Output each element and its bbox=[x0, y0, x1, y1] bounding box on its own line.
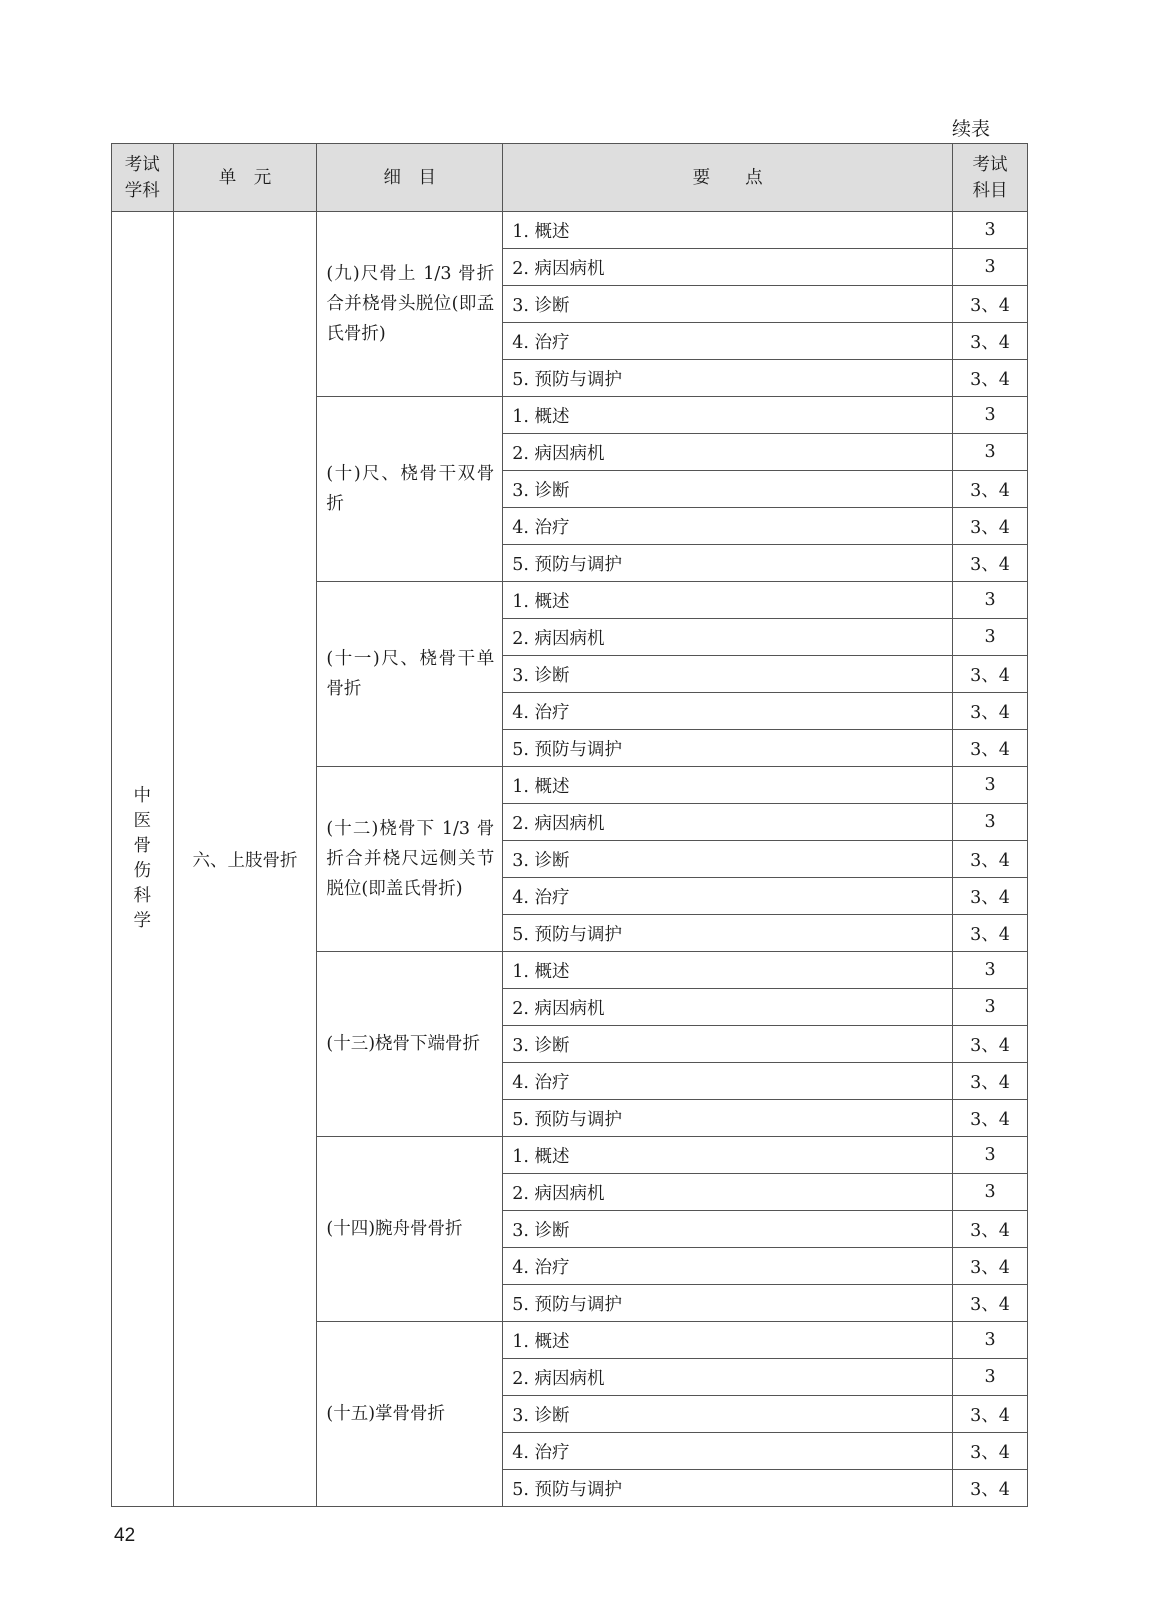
key-point-cell bbox=[503, 656, 953, 693]
exam-section-cell bbox=[953, 1137, 1028, 1174]
exam-section-cell bbox=[953, 1063, 1028, 1100]
key-point-cell bbox=[503, 434, 953, 471]
key-point-text: 1. 概述 bbox=[512, 1146, 570, 1167]
exam-section-cell bbox=[953, 1322, 1028, 1359]
exam-section-cell bbox=[953, 878, 1028, 915]
key-point-text: 3. 诊断 bbox=[512, 1035, 570, 1056]
key-point-text: 3. 诊断 bbox=[512, 1220, 570, 1241]
exam-section-cell bbox=[953, 767, 1028, 804]
exam-section-text: 3 bbox=[984, 775, 996, 795]
exam-section-text: 3、4 bbox=[970, 739, 1010, 760]
header-exam-section-text: 考试 科目 bbox=[972, 154, 1008, 201]
exam-section-text: 3、4 bbox=[970, 1257, 1010, 1278]
exam-section-cell bbox=[953, 508, 1028, 545]
exam-section-cell bbox=[953, 582, 1028, 619]
key-point-text: 4. 治疗 bbox=[512, 1072, 570, 1093]
exam-section-text: 3、4 bbox=[970, 1405, 1010, 1426]
exam-section-text: 3、4 bbox=[970, 1294, 1010, 1315]
key-point-text: 1. 概述 bbox=[512, 1331, 570, 1352]
exam-section-text: 3 bbox=[984, 1182, 996, 1202]
table-body bbox=[112, 212, 1028, 1507]
key-point-text: 1. 概述 bbox=[512, 776, 570, 797]
key-point-text: 2. 病因病机 bbox=[512, 1183, 605, 1204]
key-point-text: 4. 治疗 bbox=[512, 1442, 570, 1463]
key-point-cell bbox=[503, 1137, 953, 1174]
key-point-cell bbox=[503, 323, 953, 360]
exam-section-cell bbox=[953, 989, 1028, 1026]
detail-text: (十三)桡骨下端骨折 bbox=[326, 1034, 481, 1054]
key-point-cell bbox=[503, 693, 953, 730]
detail-text: (十五)掌骨骨折 bbox=[326, 1404, 446, 1424]
exam-section-text: 3、4 bbox=[970, 554, 1010, 575]
key-point-cell bbox=[503, 804, 953, 841]
key-point-cell bbox=[503, 545, 953, 582]
exam-section-text: 3、4 bbox=[970, 1109, 1010, 1130]
exam-section-text: 3、4 bbox=[970, 887, 1010, 908]
key-point-text: 2. 病因病机 bbox=[512, 628, 605, 649]
key-point-cell bbox=[503, 508, 953, 545]
exam-section-cell bbox=[953, 1359, 1028, 1396]
exam-section-text: 3 bbox=[984, 627, 996, 647]
exam-section-cell bbox=[953, 693, 1028, 730]
key-point-text: 2. 病因病机 bbox=[512, 813, 605, 834]
key-point-text: 1. 概述 bbox=[512, 961, 570, 982]
exam-section-cell bbox=[953, 249, 1028, 286]
exam-section-text: 3、4 bbox=[970, 1035, 1010, 1056]
table-row bbox=[112, 212, 1028, 249]
key-point-text: 2. 病因病机 bbox=[512, 1368, 605, 1389]
key-point-cell bbox=[503, 767, 953, 804]
key-point-cell bbox=[503, 1100, 953, 1137]
detail-text: (十二)桡骨下 1/3 骨折合并桡尺远侧关节脱位(即盖氏骨折) bbox=[326, 819, 495, 899]
key-point-text: 2. 病因病机 bbox=[512, 258, 605, 279]
key-point-cell bbox=[503, 952, 953, 989]
detail-cell bbox=[317, 1137, 503, 1322]
key-point-cell bbox=[503, 286, 953, 323]
detail-cell bbox=[317, 212, 503, 397]
detail-text: (九)尺骨上 1/3 骨折合并桡骨头脱位(即孟氏骨折) bbox=[326, 264, 495, 344]
key-point-text: 2. 病因病机 bbox=[512, 998, 605, 1019]
key-point-cell bbox=[503, 619, 953, 656]
header-exam-section bbox=[953, 144, 1028, 212]
exam-section-cell bbox=[953, 1211, 1028, 1248]
exam-section-text: 3、4 bbox=[970, 369, 1010, 390]
key-point-text: 3. 诊断 bbox=[512, 1405, 570, 1426]
key-point-text: 5. 预防与调护 bbox=[512, 554, 622, 575]
syllabus-table bbox=[111, 143, 1028, 1507]
page-number: 42 bbox=[114, 1525, 136, 1546]
exam-section-cell bbox=[953, 1470, 1028, 1507]
key-point-text: 4. 治疗 bbox=[512, 332, 570, 353]
key-point-text: 2. 病因病机 bbox=[512, 443, 605, 464]
key-point-text: 4. 治疗 bbox=[512, 517, 570, 538]
table-continued-caption: 续表 bbox=[951, 118, 990, 140]
exam-section-text: 3 bbox=[984, 1145, 996, 1165]
exam-section-text: 3 bbox=[984, 257, 996, 277]
exam-section-cell bbox=[953, 1285, 1028, 1322]
exam-section-cell bbox=[953, 1026, 1028, 1063]
detail-cell bbox=[317, 1322, 503, 1507]
key-point-text: 3. 诊断 bbox=[512, 480, 570, 501]
detail-text: (十一)尺、桡骨干单骨折 bbox=[326, 649, 495, 699]
key-point-cell bbox=[503, 730, 953, 767]
exam-section-cell bbox=[953, 1248, 1028, 1285]
exam-section-text: 3、4 bbox=[970, 924, 1010, 945]
key-point-text: 5. 预防与调护 bbox=[512, 1109, 622, 1130]
exam-section-text: 3、4 bbox=[970, 1442, 1010, 1463]
key-point-text: 4. 治疗 bbox=[512, 1257, 570, 1278]
key-point-cell bbox=[503, 212, 953, 249]
key-point-cell bbox=[503, 360, 953, 397]
exam-section-text: 3、4 bbox=[970, 850, 1010, 871]
detail-text: (十四)腕舟骨骨折 bbox=[326, 1219, 463, 1239]
detail-text: (十)尺、桡骨干双骨折 bbox=[326, 464, 495, 514]
header-exam-subject bbox=[112, 144, 174, 212]
exam-section-text: 3、4 bbox=[970, 665, 1010, 686]
exam-section-cell bbox=[953, 1433, 1028, 1470]
header-row bbox=[112, 144, 1028, 212]
key-point-cell bbox=[503, 582, 953, 619]
key-point-text: 5. 预防与调护 bbox=[512, 924, 622, 945]
exam-section-cell bbox=[953, 1100, 1028, 1137]
exam-section-cell bbox=[953, 286, 1028, 323]
header-key-points-text: 要 点 bbox=[692, 167, 763, 188]
key-point-text: 3. 诊断 bbox=[512, 850, 570, 871]
exam-section-cell bbox=[953, 730, 1028, 767]
exam-subject-text: 中医骨伤科学 bbox=[133, 786, 152, 931]
key-point-text: 5. 预防与调护 bbox=[512, 369, 622, 390]
key-point-cell bbox=[503, 915, 953, 952]
key-point-text: 4. 治疗 bbox=[512, 702, 570, 723]
exam-section-text: 3、4 bbox=[970, 1220, 1010, 1241]
key-point-text: 3. 诊断 bbox=[512, 295, 570, 316]
header-exam-subject-text: 考试 学科 bbox=[124, 154, 160, 201]
exam-section-text: 3、4 bbox=[970, 332, 1010, 353]
exam-section-text: 3 bbox=[984, 220, 996, 240]
exam-section-cell bbox=[953, 397, 1028, 434]
exam-section-cell bbox=[953, 915, 1028, 952]
exam-section-cell bbox=[953, 1174, 1028, 1211]
exam-section-cell bbox=[953, 1396, 1028, 1433]
exam-section-cell bbox=[953, 471, 1028, 508]
key-point-cell bbox=[503, 841, 953, 878]
key-point-cell bbox=[503, 989, 953, 1026]
key-point-text: 4. 治疗 bbox=[512, 887, 570, 908]
key-point-text: 5. 预防与调护 bbox=[512, 739, 622, 760]
exam-section-text: 3、4 bbox=[970, 295, 1010, 316]
exam-section-text: 3 bbox=[984, 997, 996, 1017]
exam-subject-cell bbox=[112, 212, 174, 1507]
key-point-cell bbox=[503, 249, 953, 286]
header-detail bbox=[317, 144, 503, 212]
key-point-text: 1. 概述 bbox=[512, 221, 570, 242]
exam-section-text: 3 bbox=[984, 812, 996, 832]
key-point-cell bbox=[503, 471, 953, 508]
key-point-text: 1. 概述 bbox=[512, 591, 570, 612]
exam-section-text: 3 bbox=[984, 590, 996, 610]
exam-section-text: 3 bbox=[984, 1367, 996, 1387]
key-point-text: 3. 诊断 bbox=[512, 665, 570, 686]
key-point-cell bbox=[503, 1174, 953, 1211]
key-point-cell bbox=[503, 1322, 953, 1359]
exam-section-cell bbox=[953, 841, 1028, 878]
unit-cell bbox=[173, 212, 317, 1507]
key-point-cell bbox=[503, 1248, 953, 1285]
key-point-cell bbox=[503, 397, 953, 434]
exam-section-text: 3、4 bbox=[970, 480, 1010, 501]
exam-section-cell bbox=[953, 212, 1028, 249]
key-point-cell bbox=[503, 878, 953, 915]
key-point-text: 5. 预防与调护 bbox=[512, 1294, 622, 1315]
exam-section-cell bbox=[953, 619, 1028, 656]
exam-section-text: 3 bbox=[984, 960, 996, 980]
exam-section-text: 3、4 bbox=[970, 702, 1010, 723]
exam-section-text: 3 bbox=[984, 442, 996, 462]
key-point-cell bbox=[503, 1285, 953, 1322]
header-detail-text: 细 目 bbox=[383, 167, 437, 188]
key-point-cell bbox=[503, 1470, 953, 1507]
key-point-cell bbox=[503, 1396, 953, 1433]
exam-section-cell bbox=[953, 804, 1028, 841]
exam-section-text: 3 bbox=[984, 1330, 996, 1350]
unit-text: 六、上肢骨折 bbox=[192, 850, 298, 871]
detail-cell bbox=[317, 952, 503, 1137]
detail-cell bbox=[317, 397, 503, 582]
header-unit-text: 单 元 bbox=[218, 167, 272, 188]
key-point-cell bbox=[503, 1026, 953, 1063]
key-point-cell bbox=[503, 1211, 953, 1248]
exam-section-text: 3、4 bbox=[970, 1479, 1010, 1500]
exam-section-cell bbox=[953, 952, 1028, 989]
exam-section-cell bbox=[953, 434, 1028, 471]
header-unit bbox=[173, 144, 317, 212]
exam-section-text: 3 bbox=[984, 405, 996, 425]
header-key-points bbox=[503, 144, 953, 212]
exam-section-text: 3、4 bbox=[970, 1072, 1010, 1093]
key-point-text: 5. 预防与调护 bbox=[512, 1479, 622, 1500]
exam-section-cell bbox=[953, 545, 1028, 582]
exam-section-cell bbox=[953, 323, 1028, 360]
exam-section-cell bbox=[953, 656, 1028, 693]
exam-section-cell bbox=[953, 360, 1028, 397]
detail-cell bbox=[317, 767, 503, 952]
key-point-text: 1. 概述 bbox=[512, 406, 570, 427]
key-point-cell bbox=[503, 1063, 953, 1100]
key-point-cell bbox=[503, 1433, 953, 1470]
detail-cell bbox=[317, 582, 503, 767]
exam-section-text: 3、4 bbox=[970, 517, 1010, 538]
key-point-cell bbox=[503, 1359, 953, 1396]
